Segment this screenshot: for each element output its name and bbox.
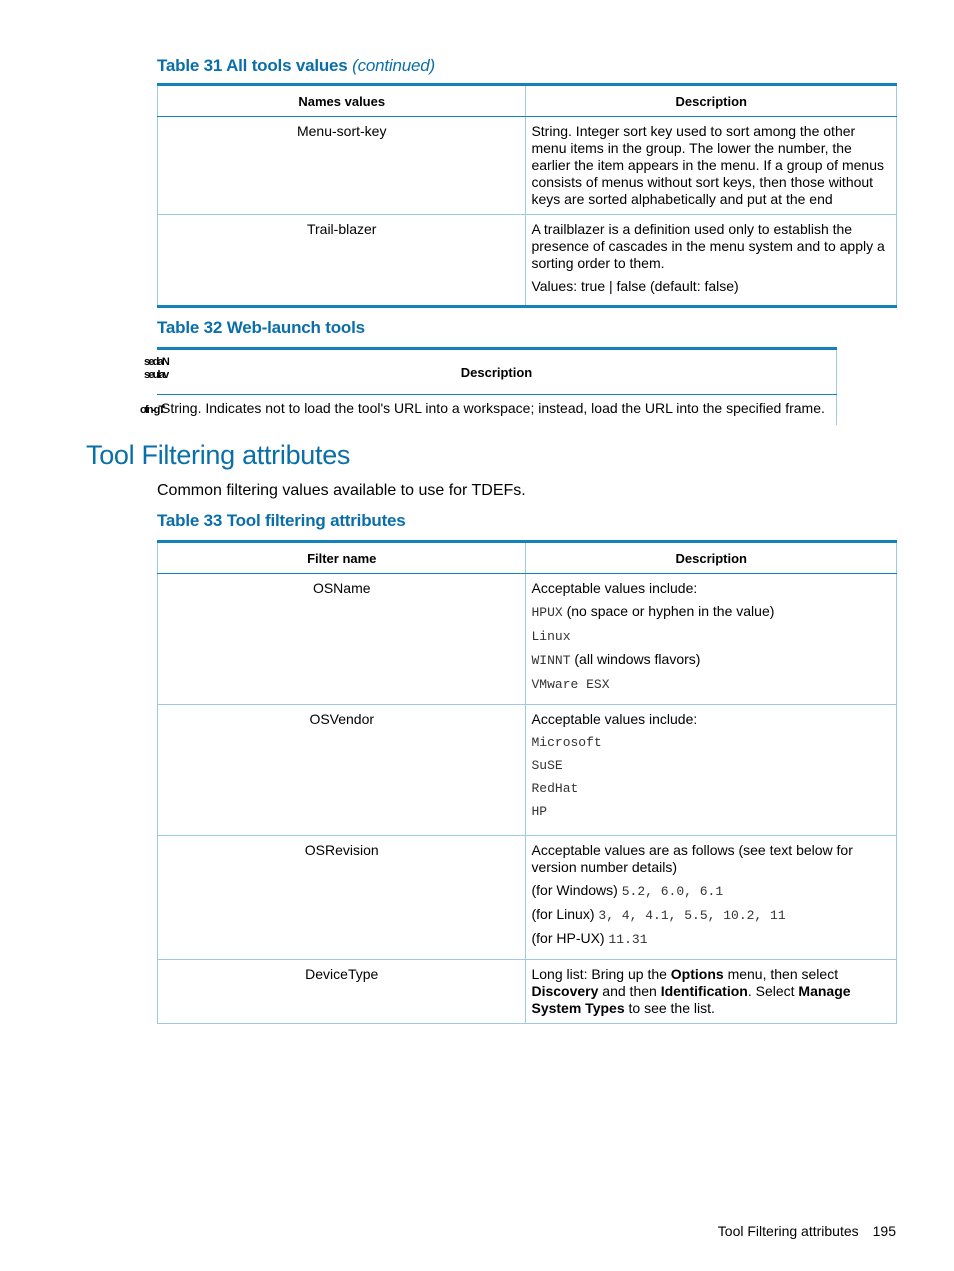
devicetype-text-3: and then [598, 983, 661, 999]
devicetype-text-1: Long list: Bring up the [531, 966, 671, 982]
osname-value-2 [531, 627, 891, 645]
table31-caption-suffix: (continued) [352, 56, 435, 75]
osname-desc [526, 574, 897, 705]
osname-value-3 [531, 651, 891, 669]
osrevision-linux-values: 3, 4, 4.1, 5.5, 10.2, 11 [598, 908, 786, 923]
table-row [157, 395, 837, 425]
devicetype-name: DeviceType [158, 960, 526, 1024]
osname-value-1 [531, 603, 891, 621]
table31-row2-desc-p1: A trailblazer is a definition used only to establish the presence of cascades in the menu system and to apply a sorting order to them. [531, 221, 885, 271]
osname-value-2-code: Linux [531, 629, 571, 644]
table33-header-filter: Filter name [158, 542, 526, 574]
table32-caption: Table 32 Web-launch tools [157, 318, 365, 337]
table31-row1-desc [526, 117, 897, 215]
osname-value-3-code: WINNT [531, 653, 571, 668]
osname-value-3-note: (all windows flavors) [570, 651, 701, 667]
table33 [157, 540, 897, 1024]
devicetype-text-2: menu, then select [723, 966, 839, 982]
osname-value-4 [531, 675, 891, 693]
table31-row2-desc [526, 215, 897, 307]
osrevision-windows-label: (for Windows) [531, 882, 622, 898]
table31-row1-desc-p1: String. Integer sort key used to sort among the other menu items in the group. The lower the number, the earlier the item appears in the menu. If a group of menus consists of menus without sort keys, then those without keys are sorted alphabetically and put at the end [531, 123, 884, 207]
table31-row1-name: Menu-sort-key [158, 117, 526, 215]
table31-caption-text: Table 31 All tools values [157, 56, 348, 75]
osrevision-linux-label: (for Linux) [531, 906, 599, 922]
osrevision-windows-values: 5.2, 6.0, 6.1 [621, 884, 724, 899]
table31 [157, 83, 897, 308]
table32-row-desc: String. Indicates not to load the tool's URL into a workspace; instead, load the URL into the specified frame. [161, 400, 825, 416]
table31-row2-name: Trail-blazer [158, 215, 526, 307]
devicetype-options-menu: Options [670, 966, 724, 982]
table-row [158, 117, 897, 215]
table31-header-description: Description [526, 85, 897, 117]
table31-row2-desc-p2: Values: true | false (default: false) [531, 278, 739, 294]
table-row [158, 215, 897, 307]
osvendor-intro: Acceptable values include: [531, 711, 698, 727]
osname-value-1-code: HPUX [531, 605, 563, 620]
osvendor-value-4: HP [531, 804, 548, 819]
table-row [158, 960, 897, 1024]
osrevision-windows [531, 882, 891, 900]
table32-row-label: ofn-gT [140, 404, 164, 416]
osname-name: OSName [158, 574, 526, 705]
osname-intro: Acceptable values include: [531, 580, 698, 596]
osvendor-value-1: Microsoft [531, 735, 602, 750]
osvendor-value-2: SuSE [531, 758, 563, 773]
osname-value-1-note: (no space or hyphen in the value) [562, 603, 775, 619]
table31-caption [157, 56, 435, 76]
table-row [158, 705, 897, 836]
osvendor-desc [526, 705, 897, 836]
osrevision-hpux [531, 930, 891, 948]
devicetype-discovery: Discovery [531, 983, 599, 999]
section-title: Tool Filtering attributes [86, 440, 351, 470]
table32 [157, 347, 837, 425]
osvendor-name: OSVendor [158, 705, 526, 836]
table32-col1-header-line1: sedaN [144, 356, 169, 368]
osrevision-name: OSRevision [158, 836, 526, 960]
devicetype-text-5: to see the list. [624, 1000, 715, 1016]
devicetype-text-4: . Select [747, 983, 799, 999]
footer-section: Tool Filtering attributes [717, 1223, 859, 1239]
osrevision-linux [531, 906, 891, 924]
devicetype-identification: Identification [660, 983, 748, 999]
table33-header-description: Description [526, 542, 897, 574]
osvendor-value-3: RedHat [531, 781, 579, 796]
page-footer [718, 1223, 896, 1239]
table32-col1-header-line2: seulav [144, 369, 168, 381]
osrevision-hpux-values: 11.31 [608, 932, 648, 947]
osrevision-intro: Acceptable values are as follows (see text below for version number details) [531, 842, 853, 875]
table31-header-names: Names values [158, 85, 526, 117]
table-row [158, 836, 897, 960]
table32-header-description: Description [157, 349, 837, 395]
devicetype-manage-system-types: Manage System Types [531, 983, 851, 1016]
osrevision-hpux-label: (for HP-UX) [531, 930, 609, 946]
table33-caption: Table 33 Tool filtering attributes [157, 511, 406, 530]
osname-value-4-code: VMware ESX [531, 677, 610, 692]
table-row [158, 574, 897, 705]
devicetype-desc [526, 960, 897, 1024]
page-number: 195 [872, 1223, 896, 1239]
section-intro: Common filtering values available to use for TDEFs. [157, 482, 526, 499]
osrevision-desc [526, 836, 897, 960]
